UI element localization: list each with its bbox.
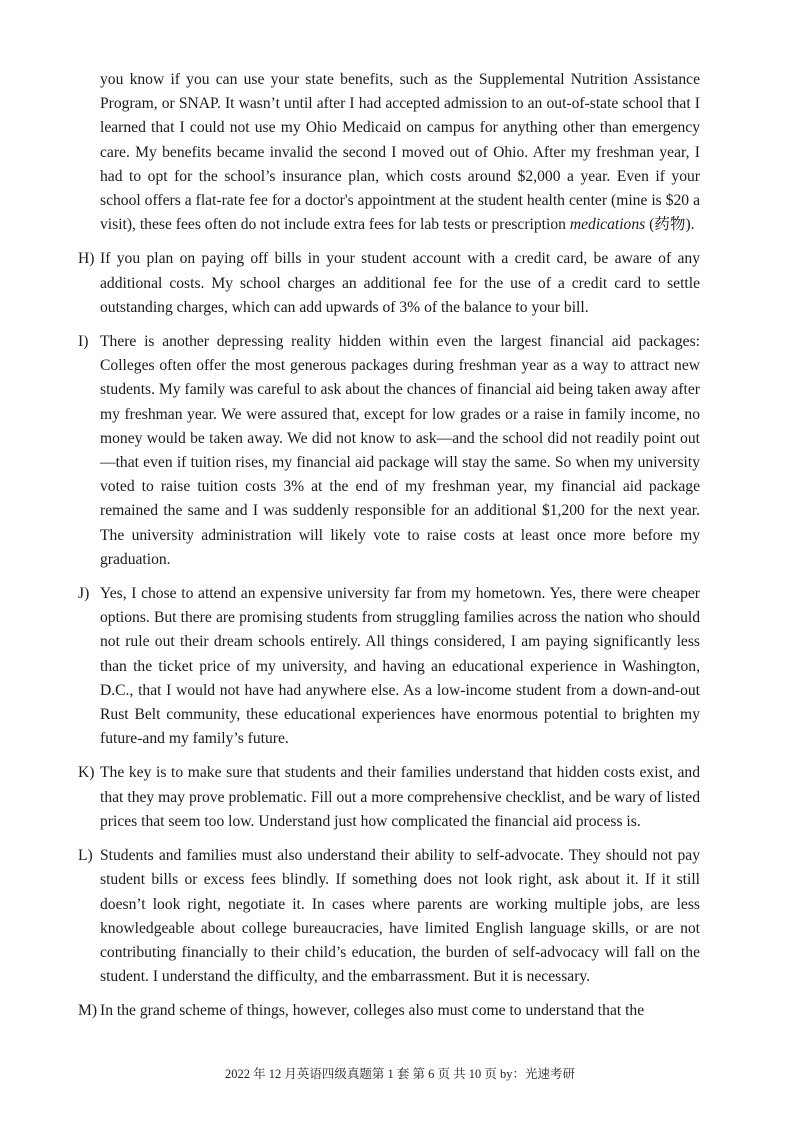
paragraph-j bbox=[78, 582, 700, 751]
paragraph-h bbox=[78, 247, 700, 320]
paragraph-text: Yes, I chose to attend an expensive university far from my hometown. Yes, there were cheaper options. But there are promising students from struggling families across the nation who should not rule out their dream schools entirely. All things considered, I am paying significantly less than the ticket price of my university, and having an educational experience in Washington, D.C., that I would not have had anywhere else. As a low-income student from a down-and-out Rust Belt community, these educational experiences have enormous potential to brighten my future-and my family’s future. bbox=[100, 585, 700, 748]
paragraph-label: L) bbox=[78, 847, 93, 865]
document-page bbox=[78, 68, 700, 1034]
page-footer: 2022 年 12 月英语四级真题第 1 套 第 6 页 共 10 页 by：光速考研 bbox=[224, 1067, 575, 1081]
paragraph-g-continued bbox=[78, 68, 700, 237]
paragraph-l bbox=[78, 844, 700, 989]
paragraph-text: In the grand scheme of things, however, colleges also must come to understand that the bbox=[100, 1002, 645, 1020]
paragraph-label: M) bbox=[78, 1002, 98, 1020]
paragraph-text: Students and families must also understand their ability to self-advocate. They should not pay student bills or excess fees blindly. If something does not look right, ask about it. If it still doesn’t look right, negotiate it. In cases where parents are working multiple jobs, are less knowledgeable about college bureaucracies, have limited English language skills, or are not contributing financially to their child’s education, the burden of self-advocacy will fall on the student. I understand the difficulty, and the embarrassment. But it is necessary. bbox=[100, 847, 700, 986]
paragraph-k bbox=[78, 761, 700, 834]
paragraph-m bbox=[78, 999, 700, 1023]
paragraph-text: The key is to make sure that students and their families understand that hidden costs exist, and that they may prove problematic. Fill out a more comprehensive checklist, and be wary of listed prices that seem too low. Understand just how complicated the financial aid process is. bbox=[100, 764, 700, 830]
paragraph-tail: (药物). bbox=[645, 216, 695, 234]
paragraph-label: H) bbox=[78, 250, 95, 268]
paragraph-text: you know if you can use your state benefits, such as the Supplemental Nutrition Assistance Program, or SNAP. It wasn’t until after I had accepted admission to an out-of-state school that I learned that I could not use my Ohio Medicaid on campus for anything other than emergency care. My benefits became invalid the second I moved out of Ohio. After my freshman year, I had to opt for the school’s insurance plan, which costs around $2,000 a year. Even if your school offers a flat-rate fee for a doctor's appointment at the student health center (mine is $20 a visit), these fees often do not include extra fees for lab tests or prescription bbox=[100, 71, 700, 234]
paragraph-i bbox=[78, 330, 700, 572]
paragraph-label: K) bbox=[78, 764, 95, 782]
paragraph-text: There is another depressing reality hidden within even the largest financial aid packages: Colleges often offer the most generous packages during freshman year as a way to attract new students. My family was careful to ask about the chances of financial aid being taken away after my freshman year. We were assured that, except for low grades or a raise in family income, no money would be taken away. We did not know to ask—and the school did not readily point out—that even if tuition rises, my financial aid package will stay the same. So when my university voted to raise tuition costs 3% at the end of my freshman year, my financial aid package remained the same and I was suddenly responsible for an additional $1,200 for the next year. The university administration will likely vote to raise costs at least once more before my graduation. bbox=[100, 333, 700, 568]
paragraph-text: If you plan on paying off bills in your student account with a credit card, be aware of any additional costs. My school charges an additional fee for the use of a credit card to settle outstanding charges, which can add upwards of 3% of the balance to your bill. bbox=[100, 250, 700, 316]
paragraph-label: J) bbox=[78, 585, 90, 603]
emphasized-word: medications bbox=[569, 216, 646, 234]
paragraph-label: I) bbox=[78, 333, 89, 351]
